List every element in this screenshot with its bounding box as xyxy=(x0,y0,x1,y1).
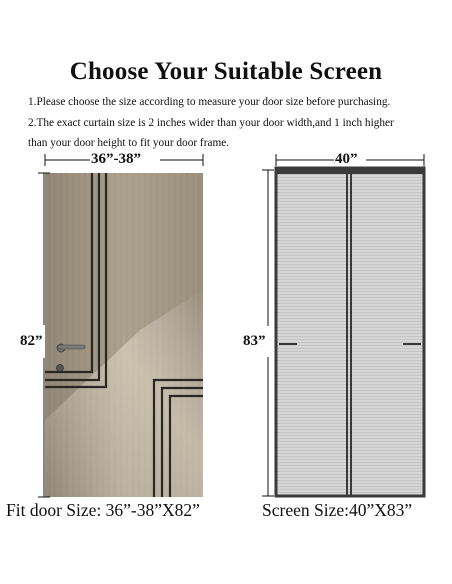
door-panel xyxy=(45,173,203,497)
instruction-line-3: than your door height to fit your door frame. xyxy=(28,137,230,149)
mesh-screen xyxy=(276,168,424,496)
door-height-label: 82” xyxy=(20,333,43,349)
screen-height-label: 83” xyxy=(243,333,266,349)
instruction-line-2: 2.The exact curtain size is 2 inches wider than your door width,and 1 inch higher xyxy=(28,117,394,129)
instruction-line-1: 1.Please choose the size according to measure your door size before purchasing. xyxy=(28,96,391,108)
door-size-caption: Fit door Size: 36”-38”X82” xyxy=(6,500,200,520)
screen-width-label: 40” xyxy=(335,151,358,167)
screen-size-caption: Screen Size:40”X83” xyxy=(262,500,413,520)
door-width-label: 36”-38” xyxy=(91,151,141,167)
page-title: Choose Your Suitable Screen xyxy=(69,58,383,85)
